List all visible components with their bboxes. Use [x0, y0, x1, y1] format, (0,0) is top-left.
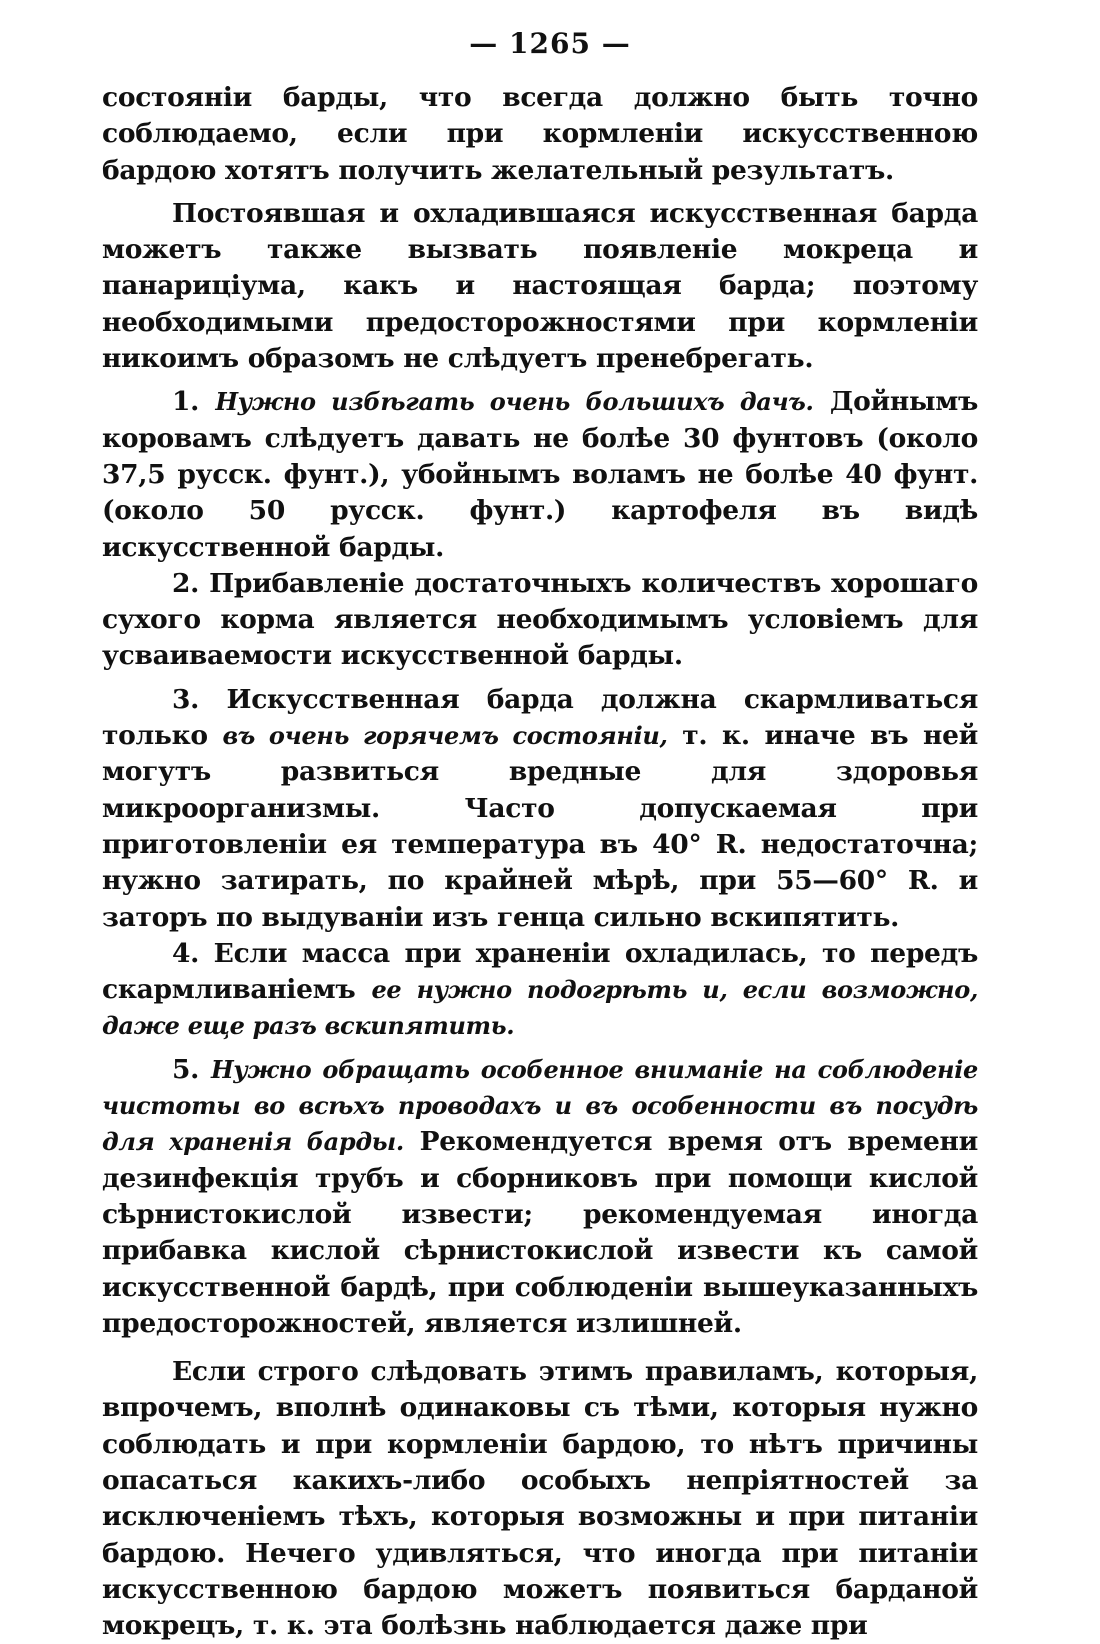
text-run: Рекомендуется время отъ времени дезинфекцiя трубъ и сборниковъ при помощи кислой сѣрнистокислой извести; рекомендуемая иногда прибавка кислой сѣрнистокислой извести къ самой искусственной бардѣ, при соблюденiи вышеуказанныхъ предосторожностей, является излишней. — [102, 1126, 978, 1339]
text-run: 4. Если масса при храненiи охладилась, то передъ скармливанiемъ — [102, 937, 978, 1006]
text-run: Постоявшая и охладившаяся искусственная барда можетъ также вызвать появленiе мокреца и панарицiума, какъ и настоящая барда; поэтому необходимыми предосторожностями при кормленiи никоимъ образомъ не слѣдуетъ пренебрегать. — [102, 197, 978, 375]
text-run: 5. — [172, 1053, 211, 1085]
body-text — [102, 80, 978, 1644]
emphasized-text: въ очень горячемъ состоянiи, — [222, 721, 668, 751]
numbered-item-3 — [102, 682, 978, 936]
text-run: Если строго слѣдовать этимъ правиламъ, которыя, впрочемъ, вполнѣ одинаковы съ тѣми, которыя нужно соблюдать и при кормленiи бардою, то нѣтъ причины опасаться какихъ-либо особыхъ непрiятностей за исключенiемъ тѣхъ, которыя возможны и при питанiи бардою. Нечего удивляться, что иногда при питанiи искусственною бардою можетъ появиться барданой мокрецъ, т. к. эта болѣзнь наблюдается даже при — [102, 1356, 978, 1642]
text-run: т. к. иначе въ ней могутъ развиться вредные для здоровья микроорганизмы. Часто допускаемая при приготовленiи ея температура въ 40° R. недостаточна; нужно затирать, по крайней мѣрѣ, при 55—60° R. и заторъ по выдуванiи изъ генца сильно вскипятить. — [102, 720, 978, 933]
numbered-item-2 — [102, 566, 978, 675]
emphasized-text: Нужно обращать особенное вниманiе на соблюденiе чистоты во всѣхъ проводахъ и въ особенности въ посудѣ для храненiя барды. — [102, 1054, 978, 1157]
emphasized-text: Нужно избѣгать очень большихъ дачъ. — [215, 387, 814, 417]
text-run: 3. Искусственная барда должна скармливаться только — [102, 683, 978, 752]
document-page — [102, 24, 978, 1644]
page-number: — 1265 — — [469, 27, 631, 60]
numbered-item-5 — [102, 1052, 978, 1342]
text-run: 2. Прибавленiе достаточныхъ количествъ хорошаго сухого корма является необходимымъ условiемъ для усваиваемости искусственной барды. — [102, 567, 978, 672]
text-run: состоянiи барды, что всегда должно быть точно соблюдаемо, если при кормленiи искусственною бардою хотятъ получить желательный результатъ. — [102, 82, 978, 186]
numbered-item-4 — [102, 936, 978, 1045]
paragraph — [102, 80, 978, 189]
numbered-item-1 — [102, 384, 978, 565]
paragraph — [102, 1354, 978, 1644]
text-run: 1. — [172, 386, 216, 418]
paragraph — [102, 196, 978, 377]
text-run: Дойнымъ коровамъ слѣдуетъ давать не болѣе 30 фунтовъ (около 37,5 русск. фунт.), убойнымъ воламъ не болѣе 40 фунт. (около 50 русск. фунт.) картофеля въ видѣ искусственной барды. — [102, 386, 978, 563]
emphasized-text: ее нужно подогрѣть и, если возможно, даже еще разъ вскипятить. — [102, 975, 979, 1041]
